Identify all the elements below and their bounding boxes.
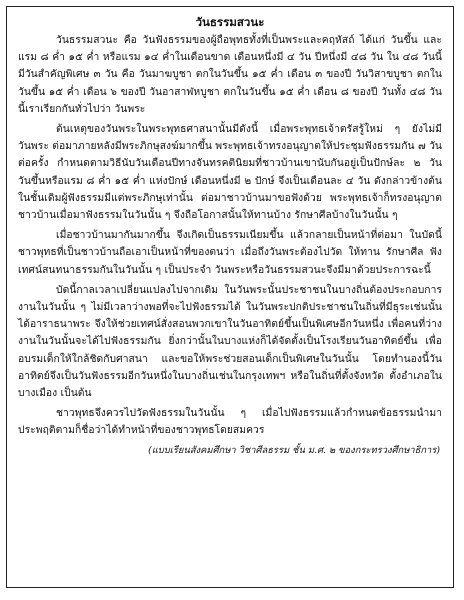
paragraph-4: บัดนี้กาลเวลาเปลี่ยนแปลงไปจากเดิม ในวันพระนั้นประชาชนในบางถิ่นต้องประกอบการงานในวันนั้น ๆ ไม่มีเวลาว่างพอที่จะไปฟังธรรมได้ ในวันพระปกติประชาชนในถิ่นที่มีธุระเช่นนั้นได้อาราธนาพระ จึงให้ช่วยเทศน์สั่งสอนพวกเขาในวันอาทิตย์ขึ้นเป็นพิเศษอีกวันหนึ่ง เพื่อคนที่ว่างงานในวันนั้นจะได้ไปฟังธรรมกัน ยิ่งกว่านั้นในบางแห่งก็ได้จัดตั้งเป็นโรงเรียนวันอาทิตย์ขึ้น เพื่ออบรมเด็กให้ใกล้ชิดกับศาสนา และขอให้พระช่วยสอนเด็กเป็นพิเศษในวันนั้น โดยทำนองนี้วันอาทิตย์จึงเป็นวันฟังธรรมอีกวันหนึ่งในบางถิ่นเช่นในกรุงเทพฯ หรือในถิ่นที่ตั้งจังหวัด ตั้งอำเภอในบางเมือง เป็นต้น [18, 283, 442, 400]
document-title: วันธรรมสวนะ [195, 15, 265, 29]
paragraph-2: ต้นเหตุของวันพระในพระพุทธศาสนานั้นมีดังนี้ เมื่อพระพุทธเจ้าตรัสรู้ใหม่ ๆ ยังไม่มีวันพระ ต่อมาภายหลังมีพระภิกษุสงฆ์มากขึ้น พระพุทธเจ้าทรงอนุญาตให้ประชุมฟังธรรมกัน ๗ วันต่อครั้ง กำหนดตามวิธีนับวันเดือนปีทางจันทรคตินิยมที่ชาวบ้านเขานับกันอยู่เป็นปักษ์ละ ๒ วัน วันขึ้นหรือแรม ๘ ค่ำ ๑๕ ค่ำ แห่งปักษ์ เดือนหนึ่งมี ๒ ปักษ์ จึงเป็นเดือนละ ๔ วัน ดังกล่าวข้างต้น ในชั้นเดิมผู้ฟังธรรมมีแต่พระภิกษุเท่านั้น ต่อมาชาวบ้านมาขอฟังด้วย พระพุทธเจ้าก็ทรงอนุญาต ชาวบ้านเมื่อมาฟังธรรมในวันนั้น ๆ จึงถือโอกาสนั้นให้ทานบ้าง รักษาศีลบ้างในวันนั้น ๆ [18, 123, 442, 222]
paragraph-5: ชาวพุทธจึงควรไปวัดฟังธรรมในวันนั้น ๆ เมื่อไปฟังธรรมแล้วกำหนดข้อธรรมนำมาประพฤติตามก็ชื่อว่าได้ทำหน้าที่ของชาวพุทธโดยสมควร [18, 407, 442, 437]
source-citation: (แบบเรียนสังคมศึกษา วิชาศีลธรรม ชั้น ม.ศ. ๒ ของกระทรวงศึกษาธิการ) [148, 444, 440, 456]
document-frame [6, 6, 454, 588]
paragraph-1: วันธรรมสวนะ คือ วันฟังธรรมของผู้ถือพุทธทั้งที่เป็นพระและคฤหัสถ์ ได้แก่ วันขึ้น และแรม ๘ ค่ำ ๑๕ ค่ำ หรือแรม ๑๔ ค่ำในเดือนขาด เดือนหนึ่งมี ๔ วัน ปีหนึ่งมี ๔๘ วัน ใน ๔๘ วันนี้มีวันสำคัญพิเศษ ๓ วัน คือ วันมาฆบูชา ตกในวันขึ้น ๑๕ ค่ำ เดือน ๓ ของปี วันวิสาขบูชา ตกในวันขึ้น ๑๕ ค่ำ เดือน ๖ ของปี วันอาสาฬหบูชา ตกในวันขึ้น ๑๕ ค่ำ เดือน ๘ ของปี วันทั้ง ๔๘ วันนี้เราเรียกกันทั่วไปว่า วันพระ [18, 34, 442, 115]
paragraph-3: เมื่อชาวบ้านมากันมากขึ้น จึงเกิดเป็นธรรมเนียมขึ้น แล้วกลายเป็นหน้าที่ต่อมา ในบัดนี้ชาวพุทธที่เป็นชาวบ้านถือเอาเป็นหน้าที่ของตนว่า เมื่อถึงวันพระต้องไปวัด ให้ทาน รักษาศีล ฟังเทศน์สนทนาธรรมกันในวันนั้น ๆ เป็นประจำ วันพระหรือวันธรรมสวนะจึงมีมาด้วยประการฉะนี้ [18, 229, 442, 276]
